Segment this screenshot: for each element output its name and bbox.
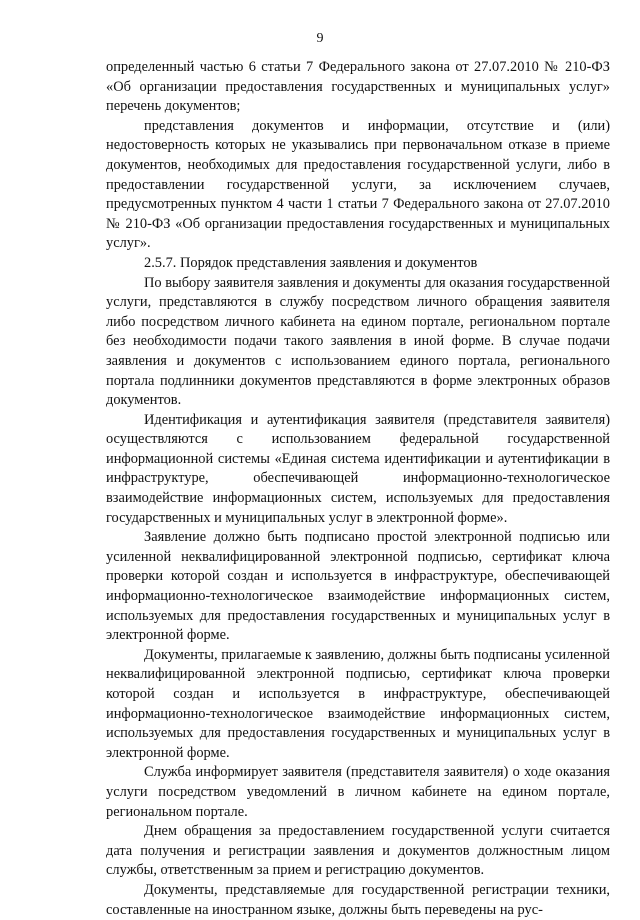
- paragraph-application-date: Днем обращения за предоставлением государственной услуги считается дата получения и регистрации заявления и документов должностным лицом службы, ответственным за прием и регистрацию документов.: [106, 823, 610, 879]
- paragraph-submission-methods: По выбору заявителя заявления и документы для оказания государственной услуги, представляются в службу посредством личного обращения заявителя либо посредством личного кабинета на едином портале, региональном портале без необходимости подачи такого заявления в иной форме. В случае подачи заявления и документов с использованием единого портала, регионального портала подлинники документов представляются в форме электронных образов документов.: [106, 274, 610, 409]
- paragraph-application-signature: Заявление должно быть подписано простой электронной подписью или усиленной неквалифицированной электронной подписью, сертификат ключа проверки которой создан и используется в инфраструктуре, обеспечивающей информационно-технологическое взаимодействие информационных систем, используемых для предоставления государственных и муниципальных услуг в электронной форме.: [106, 529, 610, 644]
- section-heading-2-5-7: 2.5.7. Порядок представления заявления и документов: [144, 254, 478, 271]
- document-body: [106, 58, 610, 920]
- paragraph-foreign-language-documents: Документы, представляемые для государственной регистрации техники, составленные на иностранном языке, должны быть переведены на рус-: [106, 881, 610, 918]
- paragraph-status-notification: Служба информирует заявителя (представителя заявителя) о ходе оказания услуги посредством уведомлений в личном кабинете на едином портале, региональном портале.: [106, 764, 610, 820]
- paragraph-missing-documents-condition: представления документов и информации, отсутствие и (или) недостоверность которых не указывались при первоначальном отказе в приеме документов, необходимых для предоставления государственной услуги, либо в предоставлении государственной услуги, за исключением случаев, предусмотренных пунктом 4 части 1 статьи 7 Федерального закона от 27.07.2010 № 210-ФЗ «Об организации предоставления государственных и муниципальных услуг».: [106, 117, 610, 252]
- paragraph-document-list-continuation: определенный частью 6 статьи 7 Федерального закона от 27.07.2010 № 210-ФЗ «Об организации предоставления государственных и муниципальных услуг» перечень документов;: [106, 59, 610, 115]
- paragraph-attached-documents-signature: Документы, прилагаемые к заявлению, должны быть подписаны усиленной неквалифицированной электронной подписью, сертификат ключа проверки которой создан и используется в инфраструктуре, обеспечивающей информационно-технологическое взаимодействие информационных систем, используемых для предоставления государственных и муниципальных услуг в электронной форме.: [106, 646, 610, 761]
- page-number: 9: [316, 31, 324, 46]
- paragraph-identification: Идентификация и аутентификация заявителя (представителя заявителя) осуществляются с использованием федеральной государственной информационной системы «Единая система идентификации и аутентификации в инфраструктуре, обеспечивающей информационно-технологическое взаимодействие информационных систем, используемых для предоставления государственных и муниципальных услуг в электронной форме».: [106, 411, 610, 526]
